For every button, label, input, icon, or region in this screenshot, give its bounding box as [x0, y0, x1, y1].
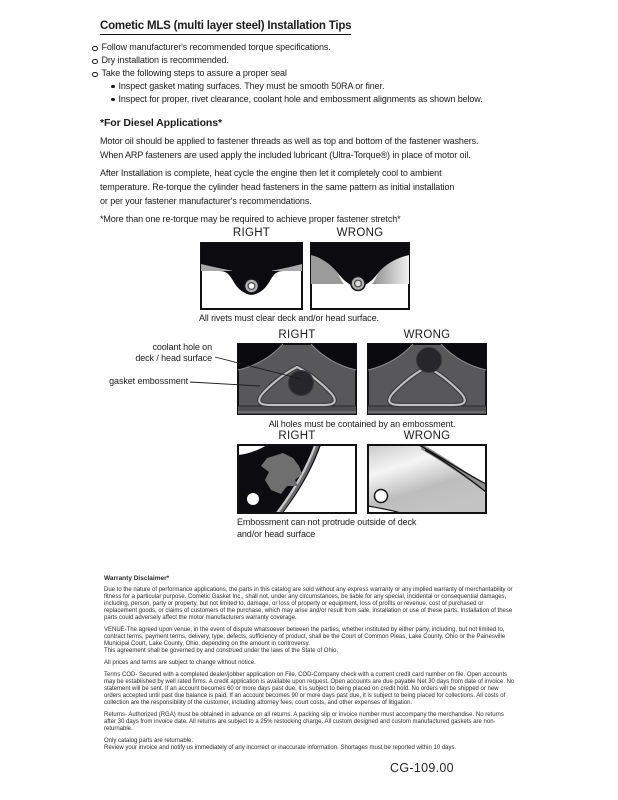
list-item	[92, 55, 612, 68]
coolant-hole	[289, 371, 314, 396]
installation-tips-list	[92, 42, 612, 107]
bullet-dot-icon	[111, 85, 115, 89]
bullet-circle-icon	[92, 59, 98, 65]
figure1-caption: All rivets must clear deck and/or head surface.	[199, 313, 379, 323]
figure1-wrong-label: WRONG	[336, 227, 384, 239]
figure2-right-label: RIGHT	[278, 329, 316, 341]
legal-paragraph-returns: Returns- Authorized (RGA) must be obtained in advance on all returns. A packing slip or invoice number must accompany the merchandise. No returns after 30 days from invoice date. All returns are subject to a 25% restocking charge. All custom designed and custom manufactured gaskets are non-returnable.	[104, 712, 504, 732]
label-line: deck / head surface	[135, 352, 212, 363]
figure3-wrong-diagram	[367, 444, 487, 514]
paragraph-line: When ARP fasteners are used apply the included lubricant (Ultra-Torque®) in place of motor oil.	[100, 150, 471, 160]
figure2-caption: All holes must be contained by an embossment.	[268, 419, 456, 429]
gasket-embossment-label: gasket embossment	[109, 376, 188, 386]
deck-bottom-band	[368, 406, 486, 414]
page-title: Cometic MLS (multi layer steel) Installation Tips	[100, 20, 351, 35]
legal-paragraph-terms: Terms COD- Secured with a completed dealer/jobber application on File, COD-Company check with a current credit card number on file. Open accounts may be established by well rated firms. A credit application is available upon request. Open accounts are due payable Net 30 days from date of invoice. No statement will be sent. If an account becomes 60 or more days past due, it is subject to being placed on credit hold. No orders will be shipped or new orders accepted until past due balance is paid. If an account becomes 90 or more days past due, it is subject to being placed for collections. All costs of collection are the responsibility of the customer, including attorney fees, court costs, and other expenses of litigation.	[104, 672, 515, 706]
figure3-caption-line2: and/or head surface	[237, 529, 316, 539]
tip-text: Inspect for proper, rivet clearance, coolant hole and embossment alignments as shown below.	[118, 94, 483, 104]
diesel-heading: *For Diesel Applications*	[100, 117, 222, 129]
bullet-circle-icon	[92, 72, 98, 78]
bolt-hole-icon	[375, 490, 388, 503]
rivet-center	[248, 283, 255, 290]
legal-paragraph-governed: This agreement shall be governed by and construed under the laws of the State of Ohio.	[104, 648, 339, 654]
bolt-hole-icon	[247, 493, 259, 505]
legal-section	[104, 575, 516, 752]
figure1-right-label: RIGHT	[232, 227, 271, 239]
list-item	[92, 81, 612, 94]
deck-bottom-band	[238, 406, 356, 414]
paragraph-line: or per your fastener manufacturer's recommendations.	[100, 196, 312, 206]
legal-paragraph-venue: VENUE-The agreed upon venue, in the event of dispute whatsoever between the parties, whether instituted by either party, including, but not limited to, contract terms, payment terms, delivery, type, defects, sufficiency of product, shall be the Court of Common Pleas, Lake County, Ohio or the Painesville Municipal Court, Lake County, Ohio, depending on the amount in controversy.	[104, 627, 506, 647]
bullet-circle-icon	[92, 46, 98, 52]
paragraph-line: temperature. Re-torque the cylinder head fasteners in the same pattern as initial installation	[100, 182, 455, 192]
coolant-hole	[417, 348, 442, 373]
figure1-wrong-diagram	[310, 242, 410, 310]
list-item	[92, 68, 612, 81]
legal-paragraph-warranty: Due to the nature of performance applications, the parts in this catalog are sold without any express warranty or any implied warranty of merchantability or fitness for a particular purpose. Cometic Gasket Inc., shall not, under any circumstances, be liable for any special, incidental or consequential damages, including, person, party or property, but not limited to, damage, or loss of property or equipment, loss of profits or revenue, cost of purchased or replacement goods, or claims of customers of the purchase, which may arise and/or result from sale, installation or use of these parts. Installation of these parts could adversely affect the motor manufacturers warranty coverage.	[104, 587, 513, 621]
figure3-wrong-label: WRONG	[403, 430, 451, 442]
list-item	[92, 42, 612, 55]
label-line: coolant hole on	[152, 342, 212, 352]
retorque-note: *More than one re-torque may be required to achieve proper fastener stretch*	[100, 214, 401, 224]
tip-text: Inspect gasket mating surfaces. They must be smooth 50RA or finer.	[118, 81, 385, 91]
document-code: CG-109.00	[390, 761, 454, 775]
legal-paragraph-prices: All prices and terms are subject to change without notice.	[104, 660, 256, 666]
list-item	[92, 94, 612, 107]
legal-paragraph-catalog: Only catalog parts are returnable.	[104, 738, 194, 744]
figure3-right-label: RIGHT	[278, 430, 316, 442]
warranty-disclaimer-heading: Warranty Disclaimer*	[104, 575, 170, 582]
rivet-center	[355, 280, 362, 287]
coolant-hole-label	[90, 342, 212, 363]
legal-paragraph-review: Review your invoice and notify us immediately of any incorrect or inaccurate information. Shortages must be reported within 10 days.	[104, 745, 457, 751]
figure2-right-diagram	[237, 343, 357, 415]
bullet-dot-icon	[111, 98, 115, 102]
tip-text: Dry installation is recommended.	[101, 55, 229, 65]
figure1-right-diagram	[200, 242, 303, 310]
tip-text: Follow manufacturer's recommended torque specifications.	[101, 42, 331, 52]
diesel-paragraph-1	[100, 134, 478, 162]
figure2-wrong-diagram	[367, 343, 487, 415]
figure3-caption-line1: Embossment can not protrude outside of deck	[237, 517, 417, 527]
paragraph-line: After Installation is complete, heat cycle the engine then let it completely cool to ambient	[100, 168, 442, 178]
diesel-paragraph-2	[100, 166, 454, 208]
figure2-wrong-label: WRONG	[403, 329, 451, 341]
paragraph-line: Motor oil should be applied to fastener threads as well as top and bottom of the fastener washers.	[100, 136, 479, 146]
tip-text: Take the following steps to assure a proper seal	[101, 68, 287, 78]
figure3-right-diagram	[237, 444, 357, 514]
